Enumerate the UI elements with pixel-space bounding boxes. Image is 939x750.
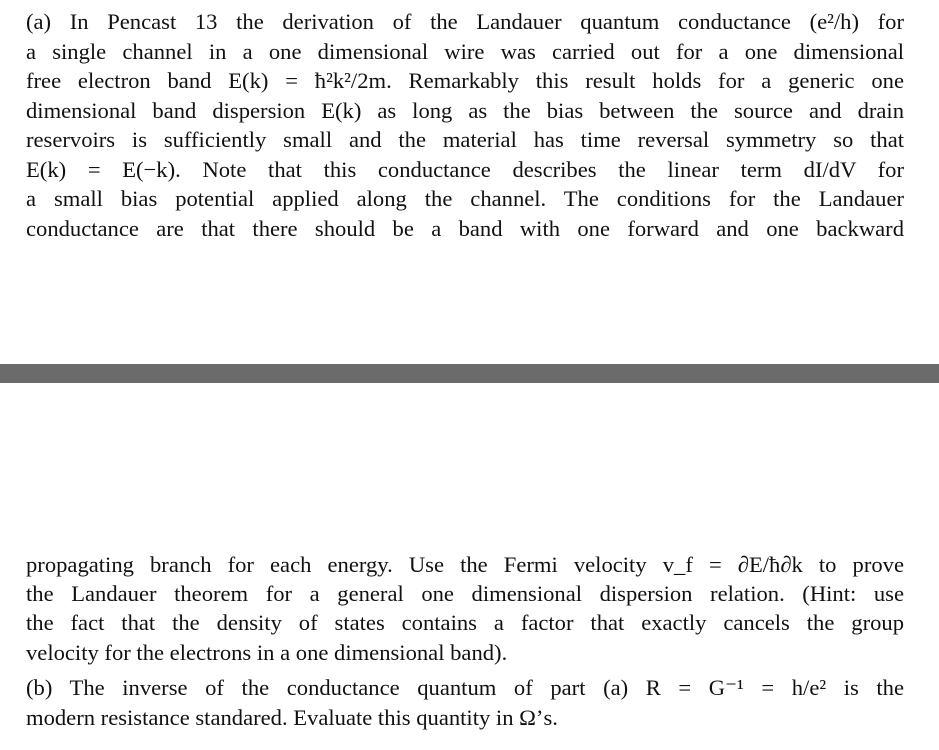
text-line-7: a small bias potential applied along the channel. The conditions for the Landauer <box>26 186 904 211</box>
text-line-12: velocity for the electrons in a one dimensional band). <box>26 640 508 665</box>
text-line-2: a single channel in a one dimensional wire was carried out for a one dimensional <box>26 39 904 64</box>
text-line-3: free electron band E(k) = ħ²k²/2m. Remarkably this result holds for a generic one <box>26 68 904 93</box>
text-line-14: modern resistance standared. Evaluate this quantity in Ω’s. <box>26 705 558 730</box>
text-line-5: reservoirs is sufficiently small and the material has time reversal symmetry so that <box>26 127 904 152</box>
problem-text-bottom <box>0 383 939 750</box>
text-line-1: (a) In Pencast 13 the derivation of the Landauer quantum conductance (e²/h) for <box>26 9 904 34</box>
text-line-4: dimensional band dispersion E(k) as long as the bias between the source and drain <box>26 98 904 123</box>
text-line-10: the Landauer theorem for a general one dimensional dispersion relation. (Hint: use <box>26 581 904 606</box>
text-line-9: propagating branch for each energy. Use the Fermi velocity v_f = ∂E/ħ∂k to prove <box>26 552 904 577</box>
text-line-8: conductance are that there should be a band with one forward and one backward <box>26 216 904 241</box>
text-line-11: the fact that the density of states contains a factor that exactly cancels the group <box>26 610 904 635</box>
text-line-13: (b) The inverse of the conductance quantum of part (a) R = G⁻¹ = h/e² is the <box>26 675 904 700</box>
text-line-6: E(k) = E(−k). Note that this conductance describes the linear term dI/dV for <box>26 157 904 182</box>
page-divider <box>0 364 939 383</box>
problem-text-top <box>0 0 939 364</box>
